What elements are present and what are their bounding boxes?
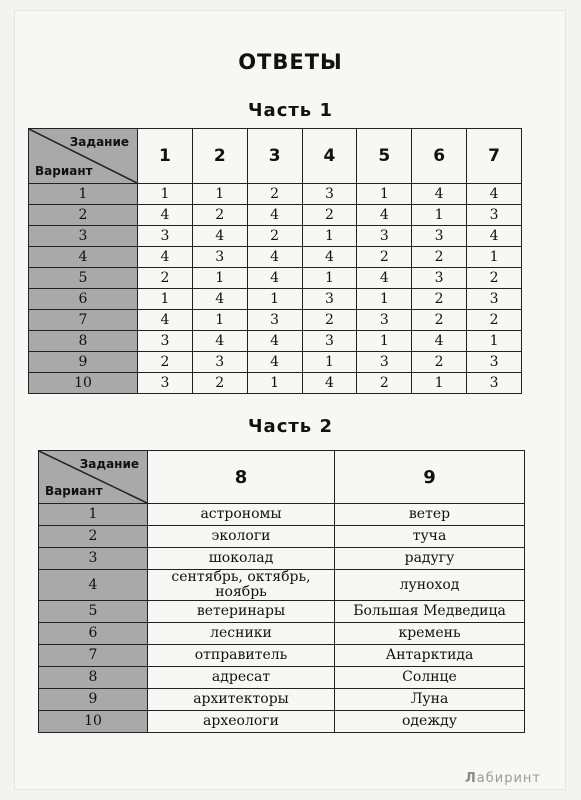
answer-cell: 1 xyxy=(302,268,357,289)
answer-cell: 4 xyxy=(247,247,302,268)
part1-answers-table xyxy=(28,128,522,394)
column-header: 5 xyxy=(357,129,412,184)
variant-cell: 9 xyxy=(39,689,148,711)
answer-cell-task9: Луна xyxy=(335,689,525,711)
answer-cell: 4 xyxy=(357,268,412,289)
corner-label-variant: Вариант xyxy=(45,484,103,498)
watermark-text: абиринт xyxy=(476,771,541,786)
table-row xyxy=(39,601,525,623)
answer-cell-task9: луноход xyxy=(335,570,525,601)
variant-cell: 3 xyxy=(29,226,138,247)
answer-cell: 3 xyxy=(357,310,412,331)
answer-cell: 4 xyxy=(192,226,247,247)
column-header: 4 xyxy=(302,129,357,184)
variant-cell: 8 xyxy=(29,331,138,352)
answer-cell: 2 xyxy=(247,184,302,205)
corner-label-variant: Вариант xyxy=(35,164,93,178)
table-row xyxy=(39,548,525,570)
answer-cell: 2 xyxy=(357,373,412,394)
answer-cell: 4 xyxy=(412,184,467,205)
answer-cell: 4 xyxy=(357,205,412,226)
answer-cell: 3 xyxy=(138,331,193,352)
part1-heading: Часть 1 xyxy=(248,100,333,121)
variant-cell: 4 xyxy=(39,570,148,601)
answer-cell: 3 xyxy=(138,373,193,394)
variant-cell: 10 xyxy=(39,711,148,733)
answer-cell: 1 xyxy=(138,289,193,310)
variant-cell: 5 xyxy=(29,268,138,289)
variant-cell: 7 xyxy=(39,645,148,667)
answer-cell: 2 xyxy=(247,226,302,247)
publisher-watermark xyxy=(465,771,541,786)
answer-cell-task8: ветеринары xyxy=(148,601,335,623)
variant-cell: 9 xyxy=(29,352,138,373)
answer-cell: 2 xyxy=(138,352,193,373)
table-row xyxy=(39,623,525,645)
corner-header-cell xyxy=(29,129,138,184)
corner-header-cell xyxy=(39,451,148,504)
watermark-logo-icon: Л xyxy=(464,771,477,786)
answer-cell-task8: астрономы xyxy=(148,504,335,526)
table-row xyxy=(29,331,522,352)
answer-cell: 1 xyxy=(357,184,412,205)
variant-cell: 4 xyxy=(29,247,138,268)
table-row xyxy=(29,268,522,289)
variant-cell: 7 xyxy=(29,310,138,331)
variant-cell: 8 xyxy=(39,667,148,689)
answer-cell: 3 xyxy=(467,352,522,373)
answer-cell: 4 xyxy=(302,373,357,394)
answer-cell-task9: одежду xyxy=(335,711,525,733)
table-row xyxy=(39,667,525,689)
answer-cell: 3 xyxy=(467,205,522,226)
answer-cell: 3 xyxy=(412,268,467,289)
corner-label-task: Задание xyxy=(69,135,129,149)
answer-cell: 4 xyxy=(467,184,522,205)
answer-cell: 1 xyxy=(192,310,247,331)
variant-cell: 5 xyxy=(39,601,148,623)
table-row xyxy=(39,526,525,548)
table-row xyxy=(29,289,522,310)
answer-cell: 2 xyxy=(138,268,193,289)
column-header: 3 xyxy=(247,129,302,184)
answer-cell-task8: адресат xyxy=(148,667,335,689)
answer-cell-task8: археологи xyxy=(148,711,335,733)
table-row xyxy=(39,711,525,733)
answer-cell: 4 xyxy=(192,331,247,352)
answer-cell-task8: сентябрь, октябрь, ноябрь xyxy=(148,570,335,601)
answer-cell-task9: Антарктида xyxy=(335,645,525,667)
table-row xyxy=(39,504,525,526)
answer-cell-task9: Солнце xyxy=(335,667,525,689)
answer-cell: 1 xyxy=(357,289,412,310)
answer-cell: 4 xyxy=(247,352,302,373)
answer-cell: 1 xyxy=(357,331,412,352)
answer-cell: 2 xyxy=(302,310,357,331)
variant-cell: 2 xyxy=(39,526,148,548)
column-header: 7 xyxy=(467,129,522,184)
table-row xyxy=(39,570,525,601)
variant-cell: 3 xyxy=(39,548,148,570)
column-header: 2 xyxy=(192,129,247,184)
answer-cell: 2 xyxy=(412,289,467,310)
answer-cell: 1 xyxy=(247,373,302,394)
answer-cell: 1 xyxy=(302,352,357,373)
answer-cell: 2 xyxy=(192,373,247,394)
answer-cell: 3 xyxy=(467,289,522,310)
answer-cell: 1 xyxy=(412,373,467,394)
answer-cell: 4 xyxy=(192,289,247,310)
answer-cell: 4 xyxy=(467,226,522,247)
answer-cell: 2 xyxy=(192,205,247,226)
table-row xyxy=(29,373,522,394)
answer-cell: 4 xyxy=(302,247,357,268)
answer-cell: 2 xyxy=(412,247,467,268)
column-header: 8 xyxy=(148,451,335,504)
answer-cell: 4 xyxy=(138,205,193,226)
column-header: 9 xyxy=(335,451,525,504)
answer-cell: 1 xyxy=(467,247,522,268)
answer-cell: 2 xyxy=(302,205,357,226)
answer-cell: 4 xyxy=(138,247,193,268)
answer-cell: 4 xyxy=(412,331,467,352)
answer-cell-task9: кремень xyxy=(335,623,525,645)
table-row xyxy=(29,184,522,205)
answer-cell: 3 xyxy=(192,352,247,373)
page-title: ОТВЕТЫ xyxy=(238,50,343,74)
table-row xyxy=(39,645,525,667)
variant-cell: 2 xyxy=(29,205,138,226)
table-row xyxy=(29,226,522,247)
answer-cell: 3 xyxy=(357,226,412,247)
answer-cell-task8: шоколад xyxy=(148,548,335,570)
answer-cell: 1 xyxy=(192,184,247,205)
answer-cell-task9: ветер xyxy=(335,504,525,526)
corner-label-task: Задание xyxy=(79,457,139,471)
answer-cell: 3 xyxy=(192,247,247,268)
answer-cell: 1 xyxy=(412,205,467,226)
answer-cell: 3 xyxy=(302,289,357,310)
answer-cell: 4 xyxy=(247,205,302,226)
answer-cell: 2 xyxy=(467,268,522,289)
answer-cell: 3 xyxy=(412,226,467,247)
part2-heading: Часть 2 xyxy=(248,416,333,437)
answer-cell: 1 xyxy=(302,226,357,247)
answer-cell: 3 xyxy=(247,310,302,331)
answer-cell-task9: туча xyxy=(335,526,525,548)
answer-cell: 4 xyxy=(247,268,302,289)
table-row xyxy=(29,352,522,373)
answer-cell: 2 xyxy=(467,310,522,331)
answer-cell-task8: лесники xyxy=(148,623,335,645)
variant-cell: 10 xyxy=(29,373,138,394)
answer-cell-task9: радугу xyxy=(335,548,525,570)
table-row xyxy=(29,205,522,226)
answer-cell: 3 xyxy=(138,226,193,247)
answer-cell: 4 xyxy=(247,331,302,352)
answer-cell: 1 xyxy=(467,331,522,352)
answer-cell-task8: архитекторы xyxy=(148,689,335,711)
part2-answers-table xyxy=(38,450,525,733)
answer-cell-task8: отправитель xyxy=(148,645,335,667)
answer-cell: 1 xyxy=(138,184,193,205)
answer-cell: 1 xyxy=(247,289,302,310)
variant-cell: 1 xyxy=(29,184,138,205)
answer-cell-task8: экологи xyxy=(148,526,335,548)
answer-cell: 3 xyxy=(302,331,357,352)
table-row xyxy=(39,689,525,711)
variant-cell: 1 xyxy=(39,504,148,526)
table-header-row xyxy=(39,451,525,504)
answer-cell: 3 xyxy=(302,184,357,205)
table-row xyxy=(29,247,522,268)
answer-cell: 4 xyxy=(138,310,193,331)
column-header: 1 xyxy=(138,129,193,184)
variant-cell: 6 xyxy=(39,623,148,645)
answer-cell: 2 xyxy=(412,352,467,373)
column-header: 6 xyxy=(412,129,467,184)
answer-cell: 3 xyxy=(357,352,412,373)
answer-cell: 2 xyxy=(412,310,467,331)
variant-cell: 6 xyxy=(29,289,138,310)
table-header-row xyxy=(29,129,522,184)
answer-cell: 1 xyxy=(192,268,247,289)
table-row xyxy=(29,310,522,331)
answer-cell: 2 xyxy=(357,247,412,268)
answer-cell-task9: Большая Медведица xyxy=(335,601,525,623)
answer-cell: 3 xyxy=(467,373,522,394)
